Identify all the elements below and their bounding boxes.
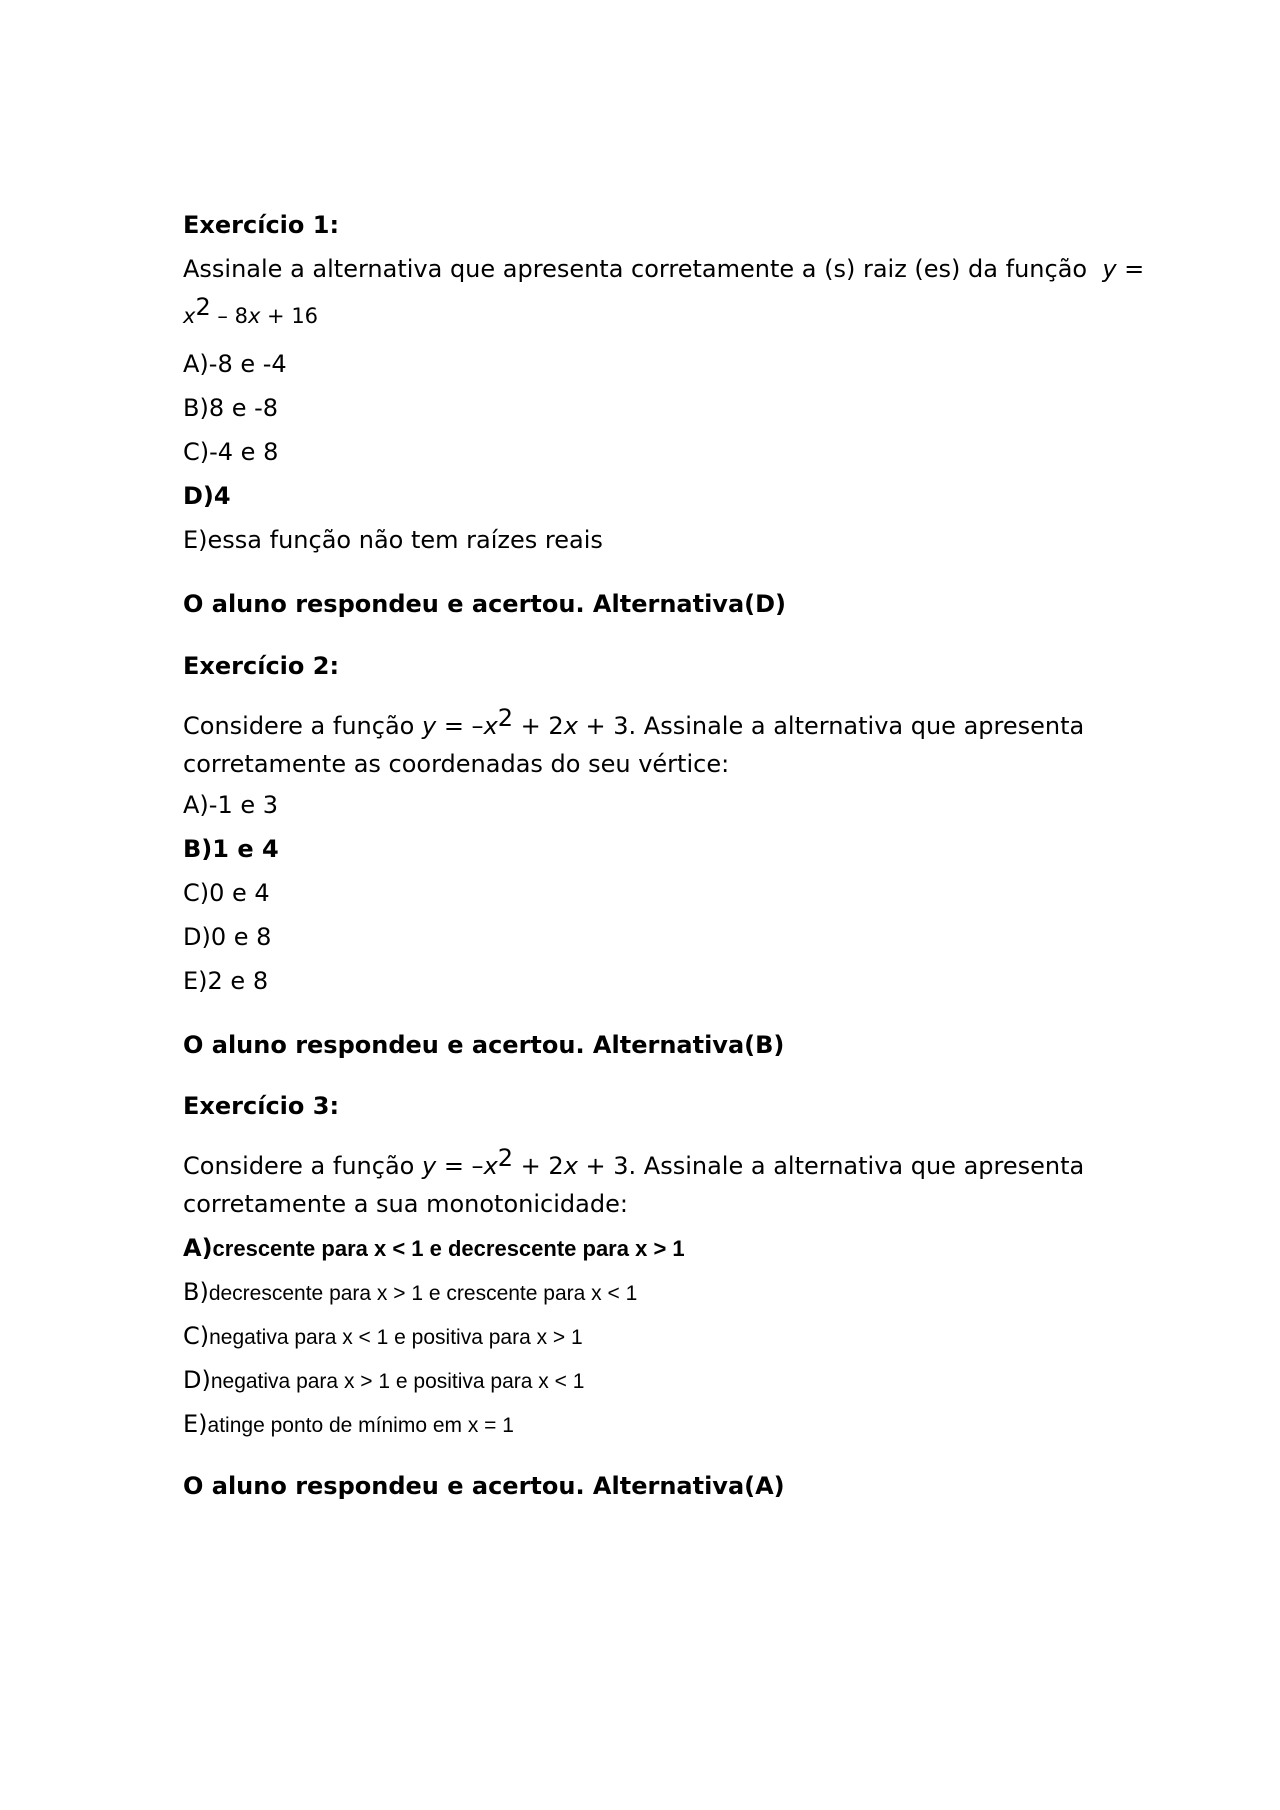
exercise-3-option-b: B)decrescente para x > 1 e crescente para x < 1 [183, 1278, 638, 1306]
exercise-3-title: Exercício 3: [183, 1092, 340, 1120]
exercise-2-option-c: C)0 e 4 [183, 879, 270, 907]
exercise-1-question-line2: $x^2 - 8x + 16$ [183, 293, 319, 328]
exercise-1-option-b: B)8 e -8 [183, 394, 279, 422]
exercise-1-option-c: C)-4 e 8 [183, 438, 279, 466]
exercise-3-option-a: A)crescente para x < 1 e decrescente para x > 1 [183, 1234, 685, 1262]
exercise-1-option-a: A)-8 e -4 [183, 350, 287, 378]
exercise-1-option-e: E)essa função não tem raízes reais [183, 526, 603, 554]
exercise-1-result: O aluno respondeu e acertou. Alternativa(D) [183, 590, 786, 618]
exercise-3-option-d: D)negativa para x > 1 e positiva para x < 1 [183, 1366, 585, 1394]
exercise-3-result: O aluno respondeu e acertou. Alternativa(A) [183, 1472, 785, 1500]
exercise-2-option-a: A)-1 e 3 [183, 791, 279, 819]
exercise-3-option-e: E)atinge ponto de mínimo em x = 1 [183, 1410, 514, 1438]
exercise-1-option-d: D)4 [183, 482, 231, 510]
exercise-2-option-e: E)2 e 8 [183, 967, 269, 995]
exercise-2-option-b: B)1 e 4 [183, 835, 279, 863]
exercise-1-question-line1: Assinale a alternativa que apresenta corretamente a (s) raiz (es) da função y = [183, 255, 1145, 283]
exercise-2-option-d: D)0 e 8 [183, 923, 272, 951]
exercise-3-question-line1: Considere a função $y = -x^2 + 2x + 3$. Assinale a alternativa que apresenta [183, 1144, 1085, 1180]
exercise-2-title: Exercício 2: [183, 652, 340, 680]
exercise-2-question-line1: Considere a função $y = -x^2 + 2x + 3$. Assinale a alternativa que apresenta [183, 704, 1085, 740]
exercise-3-option-c: C)negativa para x < 1 e positiva para x > 1 [183, 1322, 583, 1350]
exercise-2-question-line2: corretamente as coordenadas do seu vértice: [183, 750, 730, 778]
exercise-1-title: Exercício 1: [183, 211, 340, 239]
exercise-3-question-line2: corretamente a sua monotonicidade: [183, 1190, 628, 1218]
exercise-2-result: O aluno respondeu e acertou. Alternativa(B) [183, 1031, 785, 1059]
